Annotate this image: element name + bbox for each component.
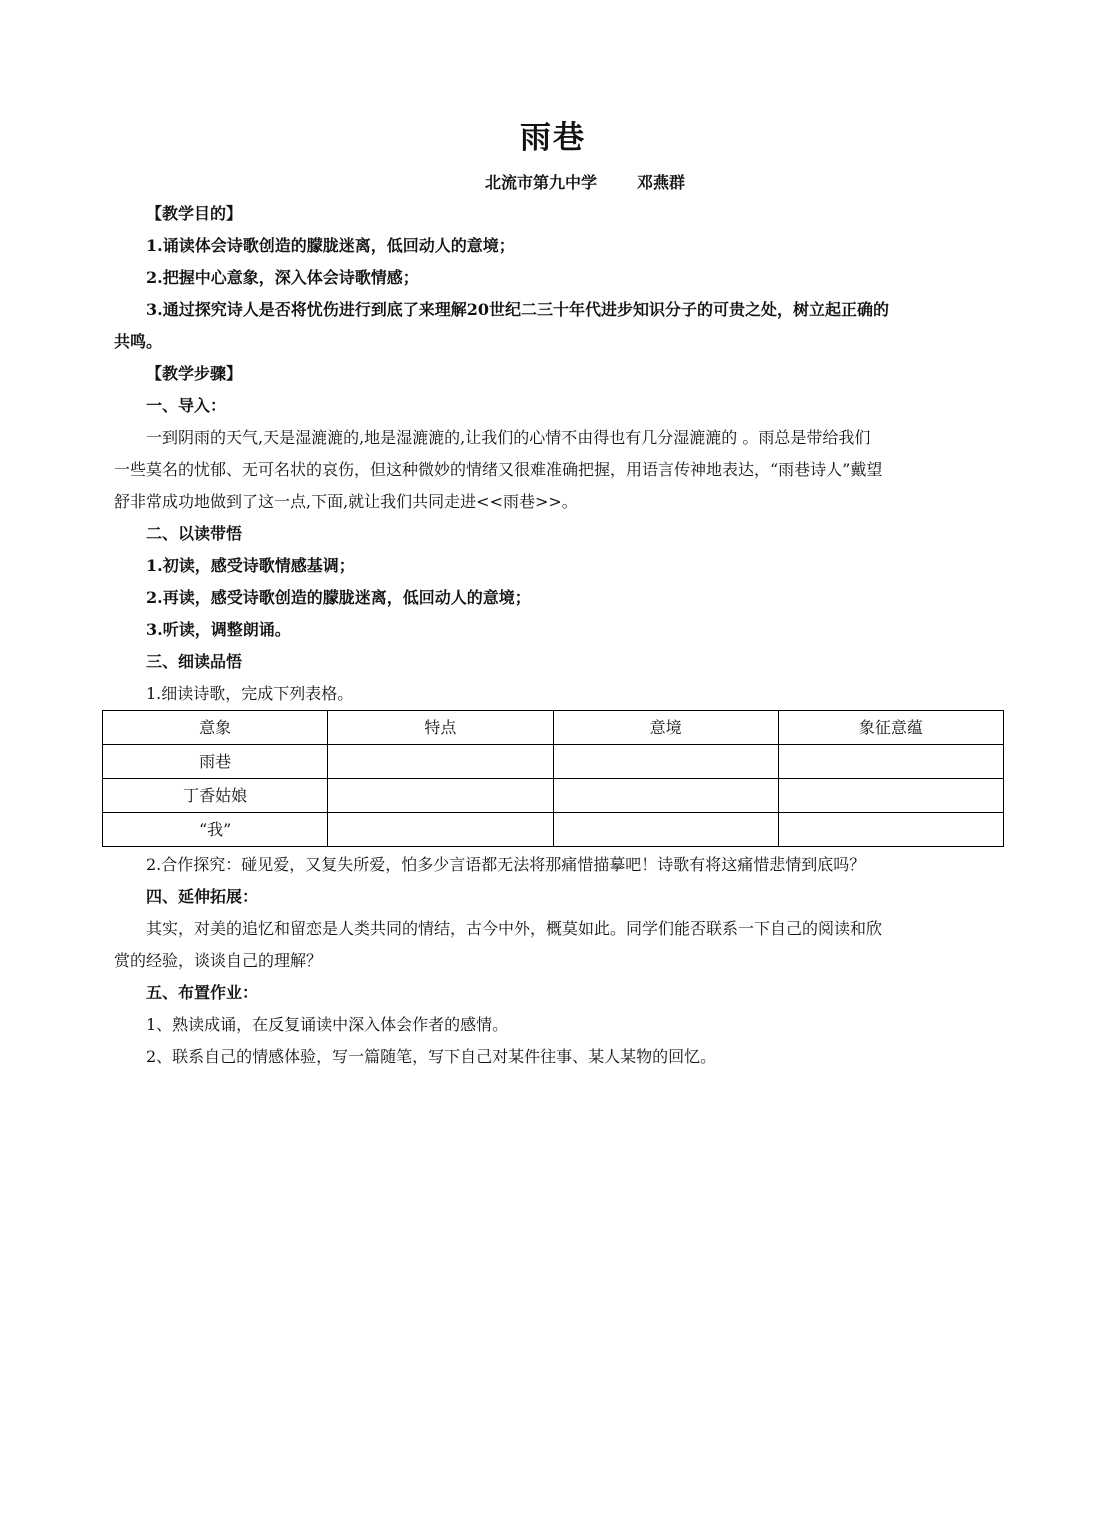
table-row xyxy=(103,813,1004,847)
section1-line: 一到阴雨的天气,天是湿漉漉的,地是湿漉漉的,让我们的心情不由得也有几分湿漉漉的 。雨总是带给我们 xyxy=(146,428,871,447)
section1-line: 舒非常成功地做到了这一点,下面,就让我们共同走进<<雨巷>>。 xyxy=(114,492,578,511)
table-cell: “我” xyxy=(103,813,328,847)
table-cell xyxy=(328,813,553,847)
table-row xyxy=(103,779,1004,813)
section2-item: 1.初读，感受诗歌情感基调； xyxy=(146,556,355,575)
section4-line: 赏的经验，谈谈自己的理解？ xyxy=(114,951,323,970)
author-line xyxy=(0,170,1106,193)
objective-item-continued: 共鸣。 xyxy=(114,332,163,351)
section5-heading: 五、布置作业： xyxy=(146,983,259,1002)
section1-heading: 一、导入： xyxy=(146,396,227,415)
homework-item: 1、熟读成诵，在反复诵读中深入体会作者的感情。 xyxy=(146,1015,509,1034)
table-cell: 丁香姑娘 xyxy=(103,779,328,813)
objective-item: 3.通过探究诗人是否将忧伤进行到底了来理解20世纪二三十年代进步知识分子的可贵之处，树立起正确的 xyxy=(146,300,889,319)
table-cell xyxy=(328,745,553,779)
steps-heading: 【教学步骤】 xyxy=(146,364,243,383)
table-header-cell: 意象 xyxy=(103,711,328,745)
section1-line: 一些莫名的忧郁、无可名状的哀伤，但这种微妙的情绪又很难准确把握，用语言传神地表达，“雨巷诗人”戴望 xyxy=(114,460,883,479)
table-cell xyxy=(778,779,1003,813)
imagery-table xyxy=(102,710,1004,847)
table-header-cell: 象征意蕴 xyxy=(778,711,1003,745)
table-cell xyxy=(778,813,1003,847)
table-header-row xyxy=(103,711,1004,745)
table-cell xyxy=(553,779,778,813)
table-cell xyxy=(553,813,778,847)
table-cell xyxy=(778,745,1003,779)
table-row xyxy=(103,745,1004,779)
objectives-heading: 【教学目的】 xyxy=(146,204,243,223)
table-cell xyxy=(553,745,778,779)
document-body xyxy=(114,198,994,1073)
homework-item: 2、联系自己的情感体验，写一篇随笔，写下自己对某件往事、某人某物的回忆。 xyxy=(146,1047,717,1066)
author-school: 北流市第九中学 xyxy=(484,173,597,192)
table-header-cell: 特点 xyxy=(328,711,553,745)
objective-item: 2.把握中心意象，深入体会诗歌情感； xyxy=(146,268,419,287)
table-header-cell: 意境 xyxy=(553,711,778,745)
table-cell xyxy=(328,779,553,813)
section3-heading: 三、细读品悟 xyxy=(146,652,243,671)
author-name: 邓燕群 xyxy=(637,173,686,192)
objective-item: 1.诵读体会诗歌创造的朦胧迷离，低回动人的意境； xyxy=(146,236,515,255)
section4-line: 其实，对美的追忆和留恋是人类共同的情结，古今中外，概莫如此。同学们能否联系一下自己的阅读和欣 xyxy=(146,919,883,938)
section3-item1: 1.细读诗歌，完成下列表格。 xyxy=(146,684,354,703)
section4-heading: 四、延伸拓展： xyxy=(146,887,259,906)
table-cell: 雨巷 xyxy=(103,745,328,779)
section2-item: 3.听读，调整朗诵。 xyxy=(146,620,291,639)
section3-item2: 2.合作探究：碰见爱，又复失所爱，怕多少言语都无法将那痛惜描摹吧！诗歌有将这痛惜悲情到底吗？ xyxy=(146,855,866,874)
document-title: 雨巷 xyxy=(520,120,586,156)
section2-item: 2.再读，感受诗歌创造的朦胧迷离，低回动人的意境； xyxy=(146,588,531,607)
section2-heading: 二、以读带悟 xyxy=(146,524,243,543)
